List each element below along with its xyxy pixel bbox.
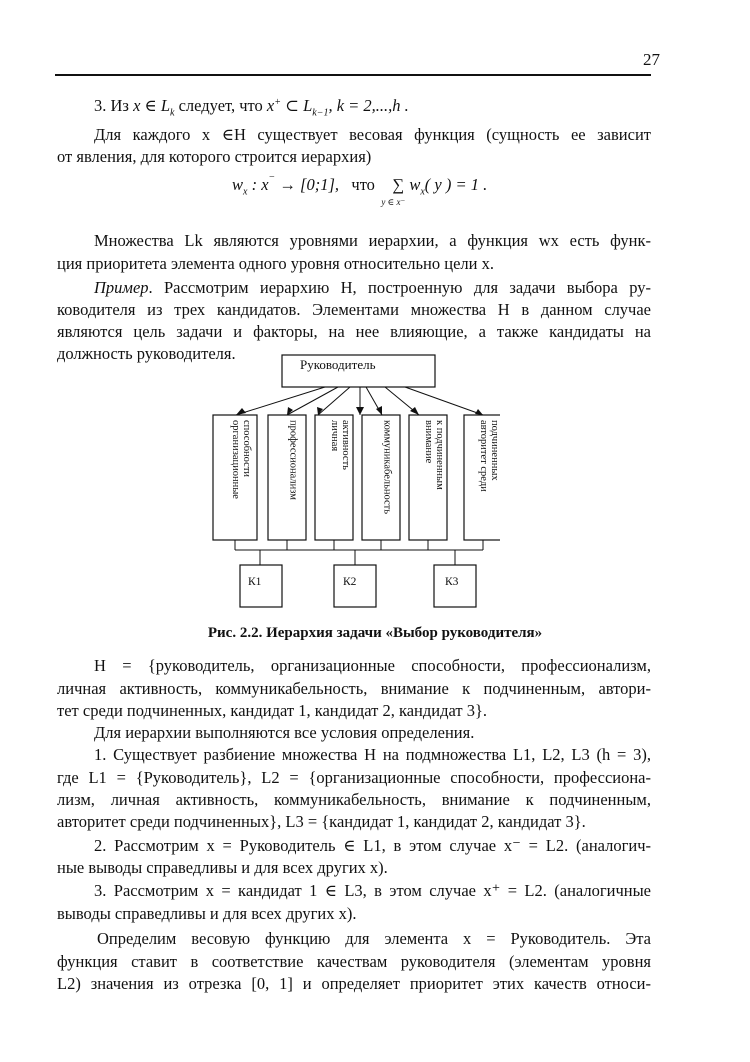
weight-line-2: от явления, для которого строится иерархия) (57, 147, 372, 166)
candidate-connectors (235, 540, 483, 565)
figure-caption: Рис. 2.2. Иерархия задачи «Выбор руководителя» (207, 625, 543, 641)
factor-label-6-line-1: авторитет среди (478, 420, 489, 492)
item3-res-tail: , k = 2,...,h . (328, 96, 409, 115)
item3-res-sup: + (274, 97, 281, 108)
levels-line-2: ция приоритета элемента одного уровня относительно цели x. (57, 254, 494, 273)
leader-label: Руководитель (300, 357, 376, 372)
formula-arrow: → [0;1], (275, 175, 340, 194)
sum-symbol (381, 175, 409, 207)
hierarchy-diagram (200, 350, 500, 620)
item3-res-x: x (266, 96, 275, 115)
factor-label-2-line-1: профессионализм (287, 420, 299, 500)
factor-label-5-line-2: к подчиненным (434, 420, 445, 490)
formula-rhs-tail: ( y ) = 1 . (424, 175, 488, 194)
formula-rhs: w (409, 175, 421, 194)
final-line-2: функция ставит в соответствие качествам руководителя (элементам уровня (57, 952, 651, 971)
cond2-line-1: 2. Рассмотрим x = Руководитель ∈ L1, в этом случае x⁻ = L2. (аналогич- (94, 836, 651, 855)
factor-label-5-line-1: внимание (423, 420, 434, 464)
formula-lhs: w (232, 175, 244, 194)
factor-box-4 (362, 415, 400, 540)
page-number: 27 (643, 50, 660, 69)
arrow-heads (236, 406, 483, 415)
hset-line-2: личная активность, коммуникабельность, внимание к подчиненным, автори- (57, 679, 651, 698)
example-line-3: являются цель задачи и факторы, на нее влияющие, а также кандидаты на (57, 322, 651, 341)
final-line-3: L2) значения из отрезка [0, 1] и определяет приоритет этих качеств относи- (57, 974, 651, 993)
hset-line-1: H = {руководитель, организационные способности, профессионализм, (94, 656, 651, 675)
weight-line-1: Для каждого x ∈H существует весовая функция (сущность ее зависит (94, 125, 651, 144)
example-label: Пример (94, 278, 149, 297)
levels-line-1: Множества Lk являются уровнями иерархии, а функция wx есть функ- (94, 231, 651, 250)
factor-label-4-line-1: коммуникабельность (381, 420, 393, 515)
factor-box-2 (268, 415, 306, 540)
candidate-label-3: К3 (445, 576, 459, 588)
factor-label-3-line-2: активность (340, 420, 351, 470)
factor-label-1-line-2: способности (241, 420, 252, 478)
formula-rhs-sub: x (420, 186, 425, 198)
factor-label-6-line-2: подчиненных (489, 420, 500, 481)
item3-mid: следует, что (174, 96, 267, 115)
cond1-line-3: лизм, личная активность, коммуникабельность, внимание к подчиненным, (57, 790, 651, 809)
weight-formula (232, 172, 488, 207)
formula-lhs-sub: x (243, 186, 248, 198)
item3-lead: 3. Из (94, 96, 134, 115)
example-line-2: ководителя из трех кандидатов. Элементами множества H в данном случае (57, 300, 651, 319)
conditions-intro: Для иерархии выполняются все условия определения. (94, 723, 475, 742)
cond1-line-2: где L1 = {Руководитель}, L2 = {организационные способности, профессиона- (57, 768, 651, 787)
candidate-boxes (240, 565, 476, 607)
cond1-line-4: авторитет среди подчиненных}, L3 = {кандидат 1, кандидат 2, кандидат 3}. (57, 812, 586, 831)
factor-boxes (213, 415, 500, 540)
final-line-1: Определим весовую функцию для элемента x = Руководитель. Эта (97, 929, 651, 948)
item3-line (94, 95, 651, 124)
cond3-line-1: 3. Рассмотрим x = кандидат 1 ∈ L3, в этом случае x⁺ = L2. (аналогичные (94, 881, 651, 900)
factor-label-1-line-1: организационные (230, 420, 241, 499)
sum-sign: ∑ (392, 175, 405, 194)
header-rule (55, 74, 651, 76)
formula-map-sup: − (268, 172, 276, 183)
item3-res-b: ⊂ L (281, 96, 313, 115)
item3-cond: x ∈ L (133, 96, 171, 115)
cond2-line-2: ные выводы справедливы и для всех других x). (57, 858, 388, 877)
candidate-label-1: К1 (248, 576, 262, 588)
formula-word: что (351, 175, 375, 194)
item3-cond-sub: k (170, 107, 175, 119)
example-line-1-rest: . Рассмотрим иерархию H, построенную для задачи выбора ру- (148, 278, 651, 297)
sum-subscript: y ∈ x⁻ (381, 197, 406, 207)
item3-res-sub: k−1 (312, 107, 329, 119)
cond3-line-2: выводы справедливы и для всех других x). (57, 904, 357, 923)
formula-map: : x (247, 175, 269, 194)
hset-line-3: тет среди подчиненных, кандидат 1, кандидат 2, кандидат 3}. (57, 701, 488, 720)
candidate-label-2: К2 (343, 576, 357, 588)
factor-label-3-line-1: личная (329, 420, 340, 452)
example-line-4: должность руководителя. (57, 344, 236, 363)
example-line-1 (94, 277, 651, 299)
cond1-line-1: 1. Существует разбиение множества H на подмножества L1, L2, L3 (h = 3), (94, 745, 651, 764)
